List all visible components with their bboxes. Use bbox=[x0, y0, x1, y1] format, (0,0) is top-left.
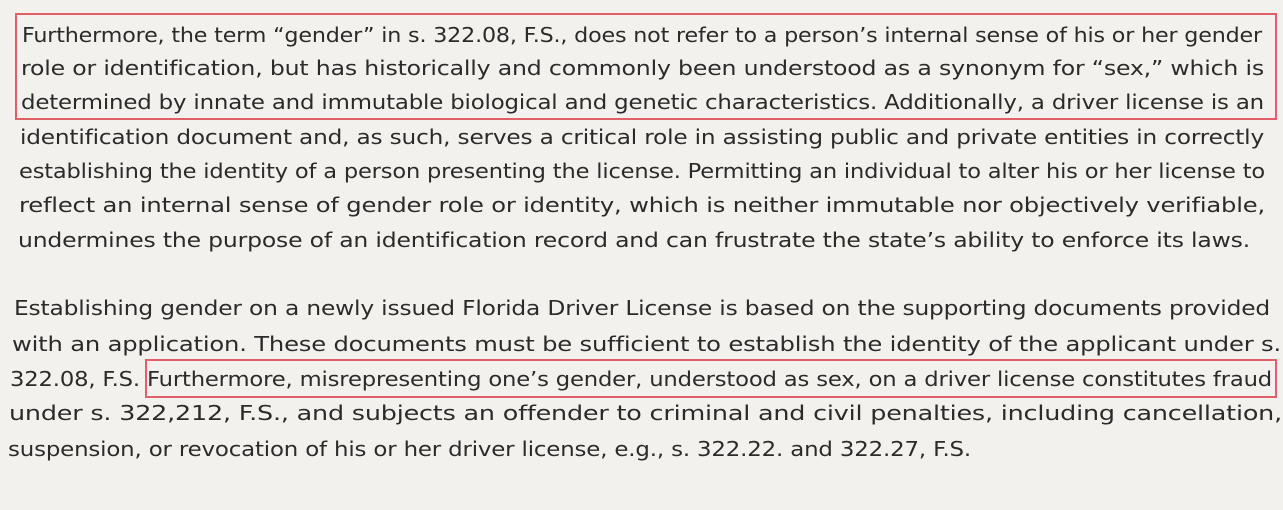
line-text: 322.08, F.S. Furthermore, misrepresenting one’s gender, understood as sex, on a driver license constitutes fraud bbox=[10, 367, 1272, 391]
line-text: Establishing gender on a newly issued Florida Driver License is based on the supporting documents provided bbox=[14, 296, 1270, 320]
paragraph-2-line-1 bbox=[0, 291, 1283, 325]
paragraph-1-line-5 bbox=[0, 154, 1283, 188]
paragraph-1-line-2 bbox=[0, 51, 1283, 85]
line-text: identification document and, as such, serves a critical role in assisting public and private entities in correctly bbox=[20, 125, 1264, 149]
paragraph-1-line-1 bbox=[0, 18, 1283, 52]
paragraph-1-line-4 bbox=[0, 120, 1283, 154]
paragraph-1-line-3 bbox=[0, 85, 1283, 119]
line-text: determined by innate and immutable biological and genetic characteristics. Additionally, a driver license is an bbox=[21, 90, 1264, 114]
paragraph-2-line-2 bbox=[0, 327, 1283, 361]
line-text: reflect an internal sense of gender role or identity, which is neither immutable nor objectively verifiable, bbox=[19, 193, 1265, 217]
paragraph-2-line-3 bbox=[0, 362, 1283, 396]
line-text: role or identification, but has historically and commonly been understood as a synonym for “sex,” which is bbox=[21, 56, 1264, 80]
paragraph-2-line-5 bbox=[0, 432, 1283, 466]
line-text: suspension, or revocation of his or her driver license, e.g., s. 322.22. and 322.27, F.S. bbox=[8, 437, 972, 461]
paragraph-1-line-6 bbox=[0, 188, 1283, 222]
paragraph-2-line-4 bbox=[0, 396, 1283, 430]
paragraph-1-line-7 bbox=[0, 223, 1283, 257]
line-text: Furthermore, the term “gender” in s. 322.08, F.S., does not refer to a person’s internal sense of his or her gender bbox=[22, 23, 1262, 47]
line-text: undermines the purpose of an identification record and can frustrate the state’s ability to enforce its laws. bbox=[18, 228, 1250, 252]
line-text: with an application. These documents must be sufficient to establish the identity of the applicant under s. bbox=[12, 332, 1281, 356]
line-text: establishing the identity of a person presenting the license. Permitting an individual to alter his or her license to bbox=[19, 159, 1265, 183]
line-text: under s. 322,212, F.S., and subjects an offender to criminal and civil penalties, including cancellation, bbox=[9, 401, 1282, 425]
